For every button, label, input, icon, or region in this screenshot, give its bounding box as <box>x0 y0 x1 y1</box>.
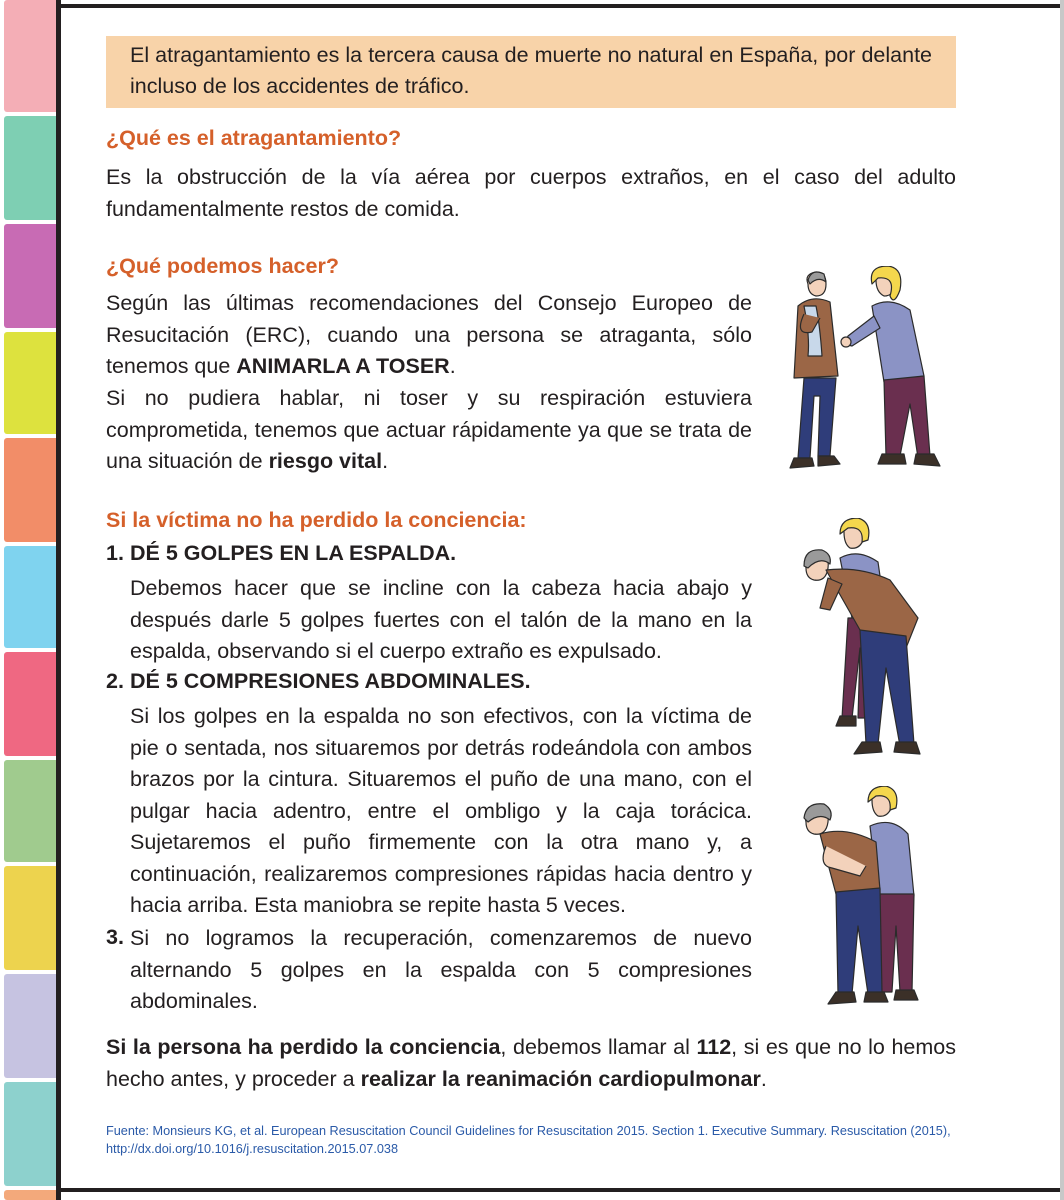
step-number-2: 2. <box>106 669 124 693</box>
tab-11 <box>4 1082 56 1186</box>
page-frame-top <box>56 4 1064 8</box>
tab-10 <box>4 974 56 1078</box>
section-body-what-is: Es la obstrucción de la vía aérea por cuerpos extraños, en el caso del adulto fundamentalmente restos de comida. <box>106 165 956 221</box>
step-number-3: 3. <box>106 925 124 949</box>
tab-7 <box>4 652 56 756</box>
step-body-back-blows: Debemos hacer que se incline con la cabeza hacia abajo y después darle 5 golpes fuertes con el talón de la mano en la espalda, observando si el cuerpo extraño es expulsado. <box>130 576 752 663</box>
tab-2 <box>4 116 56 220</box>
section-heading-conscious: Si la víctima no ha perdido la conciencia: <box>106 508 527 532</box>
step-body-repeat: Si no logramos la recuperación, comenzaremos de nuevo alternando 5 golpes en la espalda con 5 compresiones abdominales. <box>130 926 752 1013</box>
tab-5 <box>4 438 56 542</box>
step-number-1: 1. <box>106 541 124 565</box>
illustration-encourage-cough <box>764 266 958 488</box>
final-paragraph: Si la persona ha perdido la conciencia, debemos llamar al 112, si es que no lo hemos hecho antes, y proceder a realizar la reanimación cardiopulmonar. <box>106 1035 956 1091</box>
tab-6 <box>4 546 56 648</box>
color-index-tabs <box>0 0 56 1200</box>
section-heading-what-is: ¿Qué es el atragantamiento? <box>106 126 402 150</box>
illustration-abdominal-thrusts <box>796 786 932 1016</box>
page-frame-right <box>1060 0 1064 1200</box>
emphasis-cough: ANIMARLA A TOSER <box>236 354 450 378</box>
step-title-abdominal: DÉ 5 COMPRESIONES ABDOMINALES. <box>130 669 531 693</box>
callout-text: El atragantamiento es la tercera causa de muerte no natural en España, por delante incluso de los accidentes de tráfico. <box>130 43 932 98</box>
step-title-back-blows: DÉ 5 GOLPES EN LA ESPALDA. <box>130 541 457 565</box>
page-frame-left <box>56 0 61 1200</box>
page-frame-bottom <box>56 1188 1064 1192</box>
emphasis-vital-risk: riesgo vital <box>268 449 383 473</box>
tab-4 <box>4 332 56 434</box>
paragraph-cough: Según las últimas recomendaciones del Consejo Europeo de Resucitación (ERC), cuando una persona se atraganta, sólo tenemos que ANIMARLA A TOSER. <box>106 291 752 378</box>
illustration-back-blows <box>790 518 928 758</box>
step-body-abdominal: Si los golpes en la espalda no son efectivos, con la víctima de pie o sentada, nos situaremos por detrás rodeándola con ambos brazos por la cintura. Situaremos el puño de una mano, con el pulgar hacia adentro, entre el ombligo y la caja torácica. Sujetaremos el puño firmemente con la otra mano y, a continuación, realizaremos compresiones rápidas hacia dentro y hacia arriba. Esta maniobra se repite hasta 5 veces. <box>130 704 752 917</box>
tab-12 <box>4 1190 56 1200</box>
tab-1 <box>4 0 56 112</box>
tab-3 <box>4 224 56 328</box>
tab-8 <box>4 760 56 862</box>
tab-9 <box>4 866 56 970</box>
paragraph-vital-risk: Si no pudiera hablar, ni toser y su respiración estuviera comprometida, tenemos que actuar rápidamente ya que se trata de una situación de riesgo vital. <box>106 386 752 473</box>
source-citation: Fuente: Monsieurs KG, et al. European Resuscitation Council Guidelines for Resuscitation 2015. Section 1. Executive Summary. Resuscitation (2015), http://dx.doi.org/10.1016/j.resuscitation.2015.07.038 <box>106 1124 951 1156</box>
section-heading-what-to-do: ¿Qué podemos hacer? <box>106 254 339 278</box>
